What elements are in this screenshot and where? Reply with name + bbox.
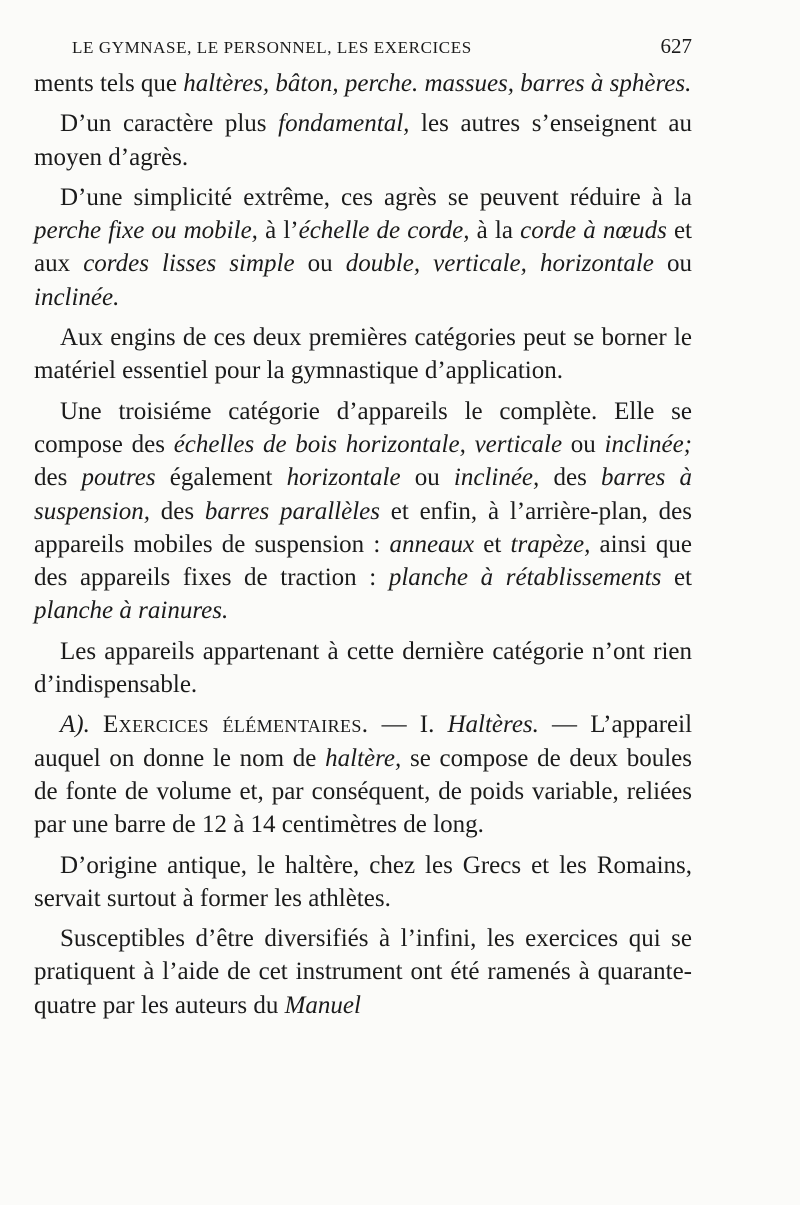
italic-text: poutres — [81, 464, 156, 492]
text-run: des — [34, 464, 82, 492]
text-run: et — [474, 530, 511, 558]
running-head — [72, 34, 692, 59]
text-run: ments tels que — [34, 70, 184, 97]
italic-text: planche à rainures. — [34, 597, 229, 625]
text-run: Susceptibles d’être diversifiés à l’infini, les exercices qui se pratiquent à l’aide de cet instrument ont été ramenés à quarante-quatre par les auteurs du — [34, 925, 692, 1019]
text-run: D’un caractère plus — [60, 110, 279, 138]
italic-text: échelles de bois horizontale, verticale — [173, 430, 563, 458]
text-run: D’une simplicité extrême, ces agrès se peuvent réduire à la — [60, 183, 692, 211]
italic-text: planche à rétablissements — [388, 564, 662, 592]
paragraph — [34, 635, 692, 702]
text-run: et enfin, à l’arrière-plan, des appareils mobiles de suspension : — [34, 497, 693, 558]
italic-text: inclinée. — [34, 283, 120, 311]
italic-text: haltères, — [183, 70, 270, 97]
paragraph — [34, 708, 692, 841]
italic-text: échelle de corde, — [298, 217, 470, 245]
paragraph — [34, 321, 692, 388]
italic-text: horizontale — [286, 464, 401, 492]
italic-text: inclinée, — [453, 464, 540, 492]
italic-text: perche fixe ou mobile, — [34, 217, 258, 245]
text-run: — L’appareil auquel on donne le nom de — [34, 711, 693, 772]
text-run — [527, 250, 540, 277]
italic-text: A). — [60, 711, 90, 739]
italic-text: Haltères. — [447, 711, 539, 739]
text-run: ou — [400, 464, 454, 492]
text-run: à la — [469, 217, 521, 245]
text-run: Une troisiéme catégorie d’appareils le complète. Elle se compose des — [34, 397, 692, 458]
paragraph — [34, 395, 692, 628]
text-run: des — [539, 464, 601, 492]
italic-text: anneaux — [389, 530, 475, 558]
text-run: et aux — [34, 217, 693, 278]
text-run: Les appareils appartenant à cette dernière catégorie n’ont rien d’indispensable. — [34, 637, 692, 699]
italic-text: trapèze, — [510, 530, 591, 558]
page-number: 627 — [660, 34, 692, 58]
paragraph — [34, 67, 692, 100]
italic-text: barres à suspension, — [34, 464, 692, 525]
text-run: — I. — [368, 711, 448, 739]
italic-text: Manuel — [284, 991, 361, 1019]
italic-text: double, verticale, — [345, 250, 527, 278]
paragraph — [34, 107, 692, 174]
text-run: ainsi que des appareils fixes de traction : — [34, 530, 692, 592]
italic-text: massues, barres à sphères. — [424, 70, 692, 97]
italic-text: haltère, — [325, 744, 402, 772]
italic-text: barres parallèles — [204, 497, 380, 525]
small-caps-heading: Exercices élémentaires. — [103, 711, 369, 739]
text-run: également — [155, 464, 287, 492]
text-run: à l’ — [257, 217, 299, 245]
text-run — [90, 711, 103, 738]
text-run: et — [661, 564, 692, 592]
text-run: D’origine antique, le haltère, chez les Grecs et les Romains, servait surtout à former les athlètes. — [34, 851, 692, 912]
paragraph — [34, 849, 692, 916]
paragraph — [34, 181, 692, 314]
italic-text: bâton, — [275, 70, 339, 97]
running-title: LE GYMNASE, LE PERSONNEL, LES EXERCICES — [72, 38, 472, 57]
body-text — [34, 67, 692, 1022]
text-run: des — [149, 497, 205, 525]
text-run: se compose de deux boules de fonte de volume et, par conséquent, de poids variable, reliées par une barre de 12 à 14 centimètres de long. — [34, 744, 693, 839]
italic-text: horizontale — [540, 250, 654, 278]
italic-text: corde à nœuds — [520, 217, 667, 245]
text-run: Aux engins de ces deux premières catégories peut se borner le matériel essentiel pour la gymnastique d’application. — [34, 324, 692, 385]
text-run: ou — [562, 430, 605, 458]
paragraph — [34, 922, 692, 1022]
italic-text: perche. — [344, 70, 419, 97]
italic-text: cordes lisses simple — [83, 250, 295, 278]
text-run: les autres s’enseignent au moyen d’agrès. — [34, 110, 692, 171]
text-run: ou — [294, 250, 346, 278]
text-run: ou — [653, 250, 693, 278]
italic-text: fondamental, — [278, 110, 410, 138]
italic-text: inclinée; — [604, 430, 692, 458]
